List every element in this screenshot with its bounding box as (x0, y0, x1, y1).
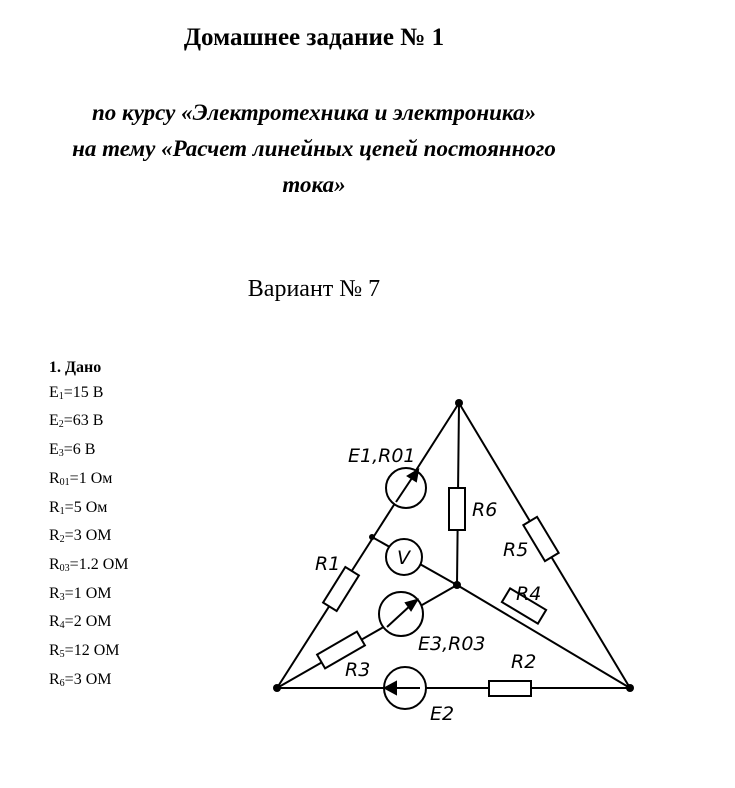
label-e3-r03: E3,R03 (418, 633, 486, 655)
given-item-e3: $E_3=6$ В (49, 441, 96, 460)
label-voltmeter: V (397, 547, 410, 569)
label-e1-r01: E1,R01 (348, 445, 416, 467)
node-center (453, 581, 461, 589)
resistor-r5 (523, 517, 558, 561)
given-item-r1: $R_1=5$ Ом (49, 498, 108, 517)
subtitle-line-3: тока» (282, 172, 346, 197)
given-item-r2: $R_2=3$ ОМ (49, 527, 112, 546)
node-left (273, 684, 281, 692)
node-r1-voltmeter (369, 534, 375, 540)
given-heading: 1. Дано (49, 359, 102, 376)
label-r3: R3 (345, 659, 371, 681)
node-right (626, 684, 634, 692)
resistor-r6 (449, 488, 465, 530)
given-item-r6: $R_6=3$ ОМ (49, 670, 112, 689)
label-r6: R6 (472, 499, 498, 521)
label-r4: R4 (516, 583, 542, 605)
label-e2: E2 (430, 703, 455, 725)
given-item-r3: $R_3=1$ ОМ (49, 584, 112, 603)
variant-heading: Вариант № 7 (247, 276, 381, 302)
node-top (455, 399, 463, 407)
given-item-r5: $R_5=12$ ОМ (49, 642, 120, 661)
label-r1: R1 (315, 553, 341, 575)
subtitle-line-2: на тему «Расчет линейных цепей постоянного (72, 136, 556, 161)
given-item-r4: $R_4=2$ ОМ (49, 613, 112, 632)
label-r2: R2 (511, 651, 537, 673)
resistor-r2 (489, 681, 531, 696)
label-r5: R5 (503, 539, 529, 561)
given-item-r03: $R_{03}=1.2$ ОМ (49, 555, 129, 574)
page-title: Домашнее задание № 1 (183, 24, 445, 51)
given-item-e1: $E_1=15$ В (49, 383, 104, 402)
given-item-r01: $R_{01}=1$ Ом (49, 469, 113, 488)
subtitle-line-1: по курсу «Электротехника и электроника» (92, 100, 536, 125)
given-item-e2: $E_2=63$ В (49, 412, 104, 431)
